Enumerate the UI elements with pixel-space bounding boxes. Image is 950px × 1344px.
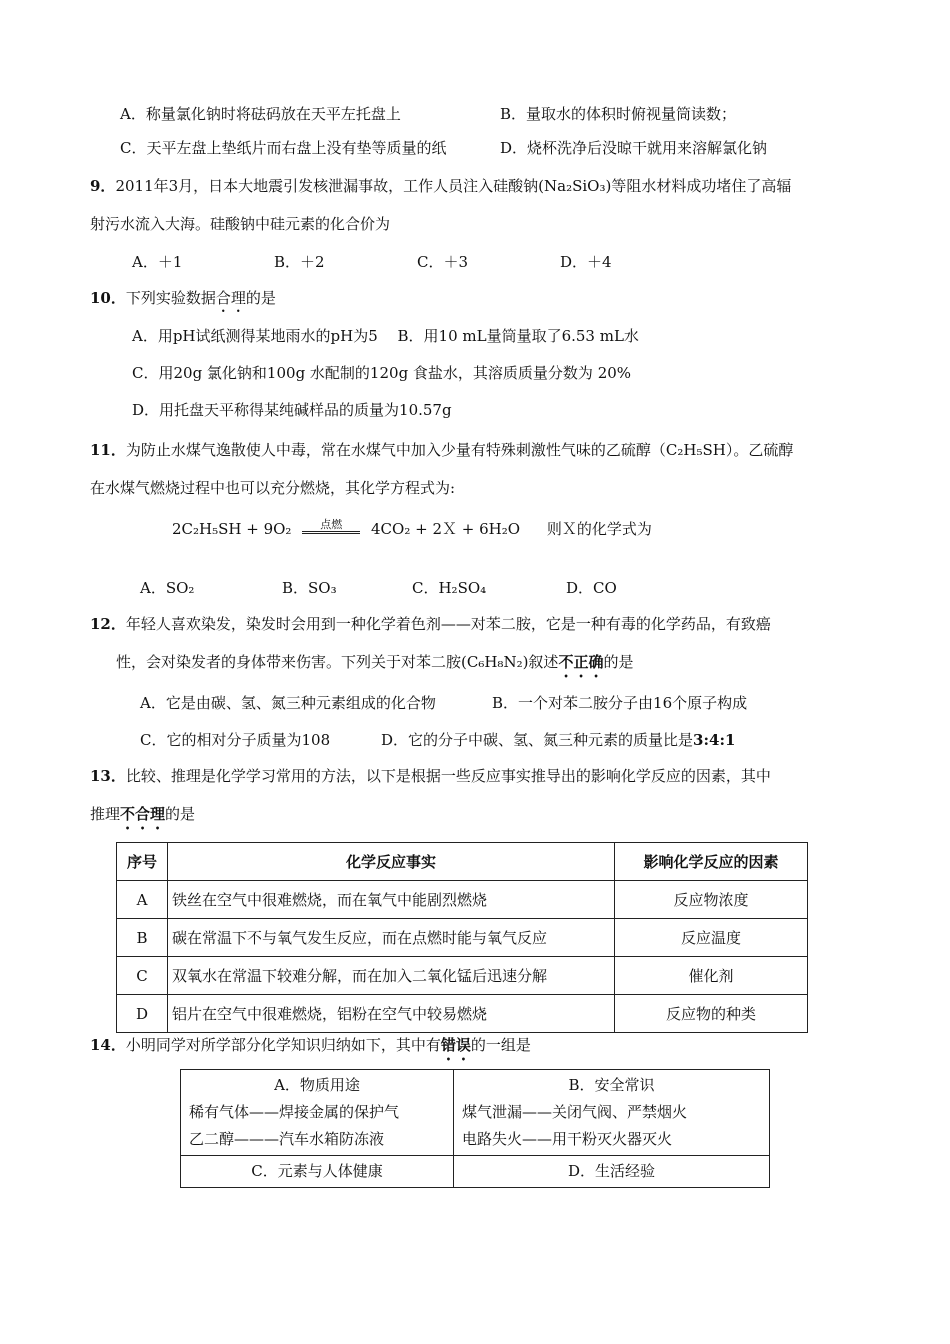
table-header-row <box>117 843 808 881</box>
q8-option-c: C．天平左盘上垫纸片而右盘上没有垫等质量的纸 <box>120 139 447 157</box>
group-b-line: 煤气泄漏——关闭气阀、严禁烟火 <box>462 1103 688 1121</box>
equation-right: 4CO₂ + 2Ｘ + 6H₂O <box>371 520 521 538</box>
group-c-title: C．元素与人体健康 <box>181 1156 454 1188</box>
q11-stem-line1: 11．为防止水煤气逸散使人中毒，常在水煤气中加入少量有特殊刺激性气味的乙硫醇（C₂H₅SH）。乙硫醇 <box>90 441 794 459</box>
q9-stem-line2: 射污水流入大海。硅酸钠中硅元素的化合价为 <box>90 215 391 233</box>
q8-option-b: B．量取水的体积时俯视量筒读数； <box>500 105 737 123</box>
table-header: 化学反应事实 <box>168 843 615 881</box>
table-row: A 铁丝在空气中很难燃烧，而在氧气中能剧烈燃烧 反应物浓度 <box>117 881 808 919</box>
q8-option-a: A．称量氯化钠时将砝码放在天平左托盘上 <box>120 105 401 123</box>
group-a-line: 乙二醇———汽车水箱防冻液 <box>189 1130 385 1148</box>
group-b-cell <box>454 1070 770 1156</box>
q14-table <box>180 1069 770 1188</box>
reaction-condition: 点燃 <box>302 519 360 534</box>
q9-option-d: D．＋4 <box>560 253 612 271</box>
q9-option-b: B．＋2 <box>274 253 325 271</box>
table-row: C 双氧水在常温下较难分解，而在加入二氧化锰后迅速分解 催化剂 <box>117 957 808 995</box>
q11-option-b: B．SO₃ <box>282 579 337 597</box>
equation-tail: 则Ｘ的化学式为 <box>546 520 652 538</box>
q11-equation <box>172 519 652 539</box>
q9-option-c: C．＋3 <box>417 253 469 271</box>
q12-option-a: A．它是由碳、氢、氮三种元素组成的化合物 <box>140 694 436 712</box>
q12-stem-line1: 12．年轻人喜欢染发，染发时会用到一种化学着色剂——对苯二胺，它是一种有毒的化学药品，有致癌 <box>90 615 771 633</box>
group-d-title: D．生活经验 <box>454 1156 770 1188</box>
table-row <box>181 1070 770 1156</box>
q12-stem-line2: 性，会对染发者的身体带来伤害。下列关于对苯二胺(C₆H₈N₂)叙述不正确的是 <box>116 653 634 671</box>
q11-stem-line2: 在水煤气燃烧过程中也可以充分燃烧，其化学方程式为: <box>90 479 456 497</box>
table-row: D 铝片在空气中很难燃烧，铝粉在空气中较易燃烧 反应物的种类 <box>117 995 808 1033</box>
q11-option-d: D．CO <box>566 579 617 597</box>
q9-option-a: A．＋1 <box>132 253 183 271</box>
q11-option-c: C．H₂SO₄ <box>412 579 487 597</box>
q12-option-d: D．它的分子中碳、氢、氮三种元素的质量比是3:4:1 <box>381 731 736 749</box>
group-a-line: 稀有气体——焊接金属的保护气 <box>189 1103 400 1121</box>
q12-option-c: C．它的相对分子质量为108 <box>140 731 331 749</box>
q10-stem: 10．下列实验数据合理的是 <box>90 289 276 307</box>
q9-number: 9． <box>90 177 116 195</box>
q10-option-ab: A．用pH试纸测得某地雨水的pH为5 B．用10 mL量筒量取了6.53 mL水 <box>132 327 639 345</box>
q9-stem-line1: 9．2011年3月，日本大地震引发核泄漏事故，工作人员注入硅酸钠(Na₂SiO₃)等阻水材料成功堵住了高辐 <box>90 177 792 195</box>
table-header: 序号 <box>117 843 168 881</box>
q11-option-a: A．SO₂ <box>140 579 195 597</box>
q10-option-d: D．用托盘天平称得某纯碱样品的质量为10.57g <box>132 401 452 419</box>
q13-stem-line2: 推理不合理的是 <box>90 805 196 823</box>
q13-table <box>116 842 808 1033</box>
q12-option-b: B．一个对苯二胺分子由16个原子构成 <box>492 694 748 712</box>
q10-option-c: C．用20g 氯化钠和100g 水配制的120g 食盐水，其溶质质量分数为 20% <box>132 364 632 382</box>
q8-option-d: D．烧杯洗净后没晾干就用来溶解氯化钠 <box>500 139 768 157</box>
group-a-cell <box>181 1070 454 1156</box>
table-row <box>181 1156 770 1188</box>
q13-stem-line1: 13．比较、推理是化学学习常用的方法，以下是根据一些反应事实推导出的影响化学反应的因素，其中 <box>90 767 771 785</box>
group-a-title: A．物质用途 <box>274 1076 360 1094</box>
table-header: 影响化学反应的因素 <box>615 843 808 881</box>
equation-left: 2C₂H₅SH + 9O₂ <box>172 520 292 538</box>
group-b-title: B．安全常识 <box>568 1076 655 1094</box>
group-b-line: 电路失火——用干粉灭火器灭火 <box>462 1130 673 1148</box>
q14-stem: 14．小明同学对所学部分化学知识归纳如下，其中有错误的一组是 <box>90 1036 531 1054</box>
table-row: B 碳在常温下不与氧气发生反应，而在点燃时能与氧气反应 反应温度 <box>117 919 808 957</box>
